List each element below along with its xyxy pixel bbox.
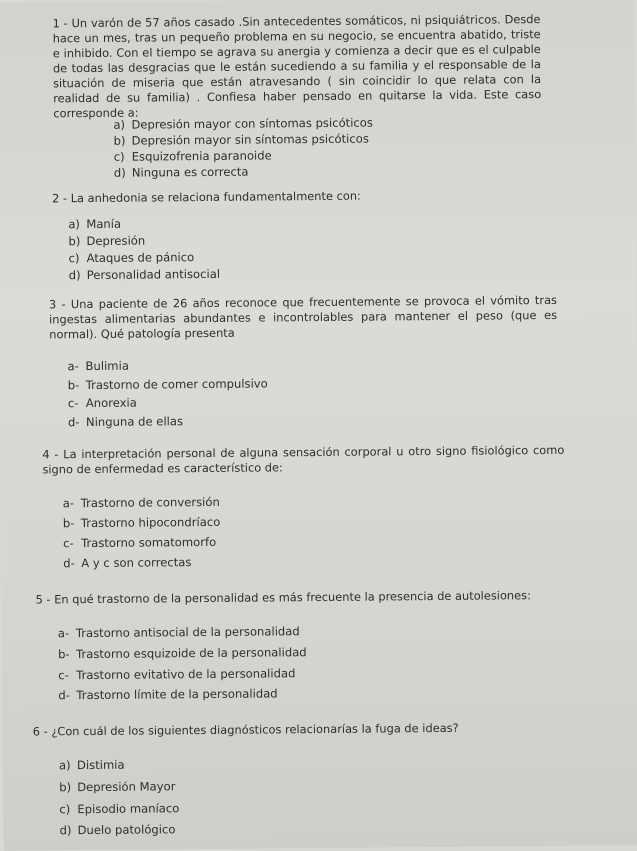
question-5 (35, 588, 575, 608)
option-d: d) Duelo patológico (59, 822, 176, 838)
option-a: a) Depresión mayor con síntomas psicóticos (113, 115, 373, 132)
option-d: d- Ninguna de ellas (67, 414, 184, 430)
option-a: a- Trastorno de conversión (62, 494, 220, 511)
option-c: c) Ataques de pánico (68, 250, 195, 266)
option-c: c- Trastorno somatomorfo (63, 534, 217, 551)
option-c: c- Anorexia (67, 395, 137, 411)
question-6 (33, 720, 593, 740)
question-stem: 4 - La interpretación personal de alguna sensación corporal u otro signo fisiológico como signo de enfermedad es característico de: (42, 442, 565, 477)
option-b: b- Trastorno esquizoide de la personalidad (57, 645, 307, 662)
option-c: c- Trastorno evitativo de la personalidad (58, 666, 296, 683)
question-stem: 5 - En qué trastorno de la personalidad es más frecuente la presencia de autolesiones: (35, 588, 531, 607)
question-stem: 3 - Una paciente de 26 años reconoce que frecuentemente se provoca el vómito tras ingestas alimentarias abundantes e incontrolables para mantener el peso (que es normal). Qué patología presenta (48, 292, 558, 342)
question-stem: 6 - ¿Con cuál de los siguientes diagnósticos relacionarías la fuga de ideas? (32, 720, 459, 739)
option-b: b- Trastorno hipocondríaco (62, 514, 221, 531)
option-b: b) Depresión mayor sin síntomas psicóticos (113, 131, 369, 148)
option-a: a- Bulimia (67, 358, 129, 374)
question-4 (42, 443, 564, 478)
question-3 (49, 293, 557, 342)
option-d: d) Personalidad antisocial (68, 266, 221, 283)
option-d: d) Ninguna es correcta (113, 164, 249, 180)
question-stem: 2 - La anhedonia se relaciona fundamentalmente con: (51, 188, 361, 206)
question-stem: 1 - Un varón de 57 años casado .Sin antecedentes somáticos, ni psiquiátricos. Desde hace un mes, tras un pequeño problema en su negocio, se encuentra abatido, triste e inhibido. Con el tiempo se agrava su anergia y comienza a decir que es el culpable de todas las desgracias que le están sucediendo a su familia y el responsable de la situación de miseria que están atravesando ( sin coincidir lo que relata con la realidad de su familia) . Confiesa haber pensado en quitarse la vida. Este caso corresponde a: (52, 12, 542, 121)
option-a: a- Trastorno antisocial de la personalidad (57, 624, 300, 641)
option-c: c) Esquizofrenia paranoide (113, 148, 272, 164)
option-d: d- Trastorno límite de la personalidad (58, 686, 278, 703)
option-b: b- Trastorno de comer compulsivo (67, 376, 268, 393)
option-c: c) Episodio maníaco (59, 801, 180, 817)
question-1 (52, 12, 541, 121)
option-a: a) Distimia (58, 757, 125, 773)
question-2 (52, 187, 552, 206)
option-d: d- A y c son correctas (63, 555, 192, 571)
option-a: a) Manía (68, 216, 122, 232)
option-b: b) Depresión Mayor (59, 779, 176, 795)
option-b: b) Depresión (68, 233, 146, 249)
